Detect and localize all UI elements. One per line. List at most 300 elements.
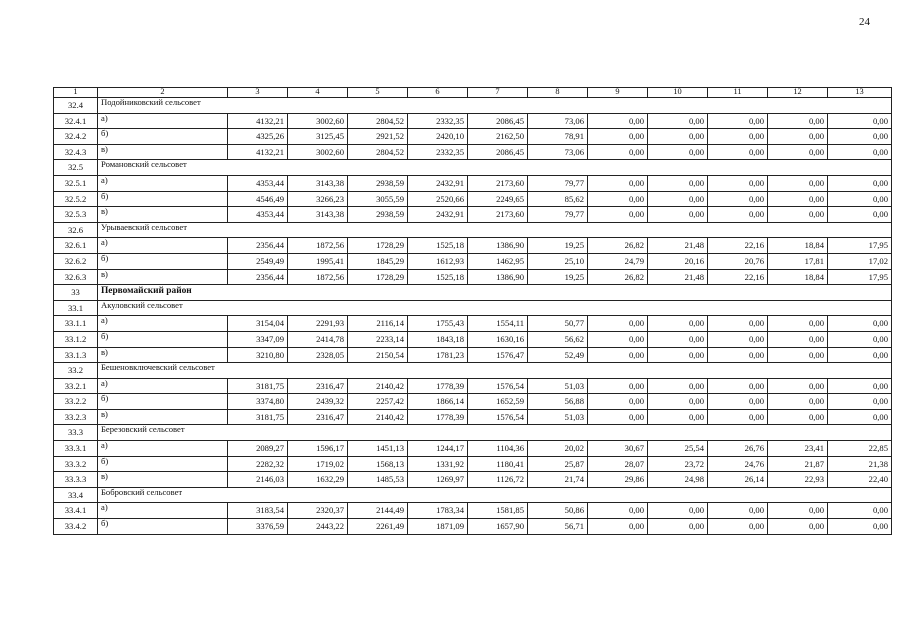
cell-value: 73,06: [528, 113, 588, 129]
cell-value: 2173,60: [468, 207, 528, 223]
cell-value: 0,00: [768, 347, 828, 363]
section-row: [54, 222, 892, 238]
cell-value: 21,38: [828, 456, 892, 472]
cell-value: 0,00: [768, 207, 828, 223]
cell-value: 3374,80: [228, 394, 288, 410]
row-code: 33.1.1: [54, 316, 98, 332]
cell-value: 1778,39: [408, 409, 468, 425]
cell-value: 1778,39: [408, 378, 468, 394]
cell-value: 0,00: [588, 347, 648, 363]
cell-value: 2146,03: [228, 472, 288, 488]
cell-value: 2520,66: [408, 191, 468, 207]
cell-value: 0,00: [588, 394, 648, 410]
cell-value: 0,00: [828, 519, 892, 535]
cell-value: 1485,53: [348, 472, 408, 488]
column-header: 7: [468, 88, 528, 98]
cell-value: 56,71: [528, 519, 588, 535]
cell-value: 19,25: [528, 269, 588, 285]
cell-value: 1652,59: [468, 394, 528, 410]
cell-value: 2420,10: [408, 129, 468, 145]
cell-value: 23,41: [768, 441, 828, 457]
cell-value: 22,93: [768, 472, 828, 488]
row-label: а): [98, 175, 228, 191]
cell-value: 1728,29: [348, 269, 408, 285]
section-row: [54, 160, 892, 176]
table-row: [54, 394, 892, 410]
cell-value: 20,16: [648, 253, 708, 269]
cell-value: 4353,44: [228, 207, 288, 223]
section-name: Акуловский сельсовет: [98, 300, 892, 316]
section-code: 33.1: [54, 300, 98, 316]
cell-value: 1244,17: [408, 441, 468, 457]
cell-value: 1866,14: [408, 394, 468, 410]
cell-value: 28,07: [588, 456, 648, 472]
cell-value: 0,00: [708, 347, 768, 363]
cell-value: 1451,13: [348, 441, 408, 457]
row-label: б): [98, 129, 228, 145]
row-label: а): [98, 378, 228, 394]
table-row: [54, 269, 892, 285]
cell-value: 2332,35: [408, 144, 468, 160]
row-code: 32.4.3: [54, 144, 98, 160]
cell-value: 2332,35: [408, 113, 468, 129]
row-code: 32.5.1: [54, 175, 98, 191]
cell-value: 24,79: [588, 253, 648, 269]
cell-value: 2328,05: [288, 347, 348, 363]
cell-value: 0,00: [588, 519, 648, 535]
cell-value: 0,00: [828, 113, 892, 129]
cell-value: 1872,56: [288, 238, 348, 254]
cell-value: 24,98: [648, 472, 708, 488]
row-label: б): [98, 253, 228, 269]
row-label: в): [98, 207, 228, 223]
cell-value: 1386,90: [468, 238, 528, 254]
district-name: Первомайский район: [98, 285, 892, 301]
cell-value: 26,76: [708, 441, 768, 457]
cell-value: 1596,17: [288, 441, 348, 457]
row-code: 33.2.1: [54, 378, 98, 394]
column-header: 3: [228, 88, 288, 98]
cell-value: 1755,43: [408, 316, 468, 332]
cell-value: 51,03: [528, 409, 588, 425]
cell-value: 3125,45: [288, 129, 348, 145]
column-header: 2: [98, 88, 228, 98]
cell-value: 19,25: [528, 238, 588, 254]
cell-value: 21,48: [648, 269, 708, 285]
cell-value: 0,00: [708, 144, 768, 160]
row-label: б): [98, 394, 228, 410]
cell-value: 2356,44: [228, 238, 288, 254]
cell-value: 0,00: [828, 347, 892, 363]
cell-value: 0,00: [588, 331, 648, 347]
cell-value: 18,84: [768, 269, 828, 285]
cell-value: 29,86: [588, 472, 648, 488]
cell-value: 0,00: [648, 409, 708, 425]
cell-value: 1269,97: [408, 472, 468, 488]
table-row: [54, 347, 892, 363]
cell-value: 4546,49: [228, 191, 288, 207]
section-row: [54, 425, 892, 441]
cell-value: 2116,14: [348, 316, 408, 332]
cell-value: 0,00: [588, 175, 648, 191]
cell-value: 0,00: [708, 113, 768, 129]
cell-value: 2938,59: [348, 207, 408, 223]
cell-value: 0,00: [648, 191, 708, 207]
cell-value: 0,00: [828, 331, 892, 347]
cell-value: 1331,92: [408, 456, 468, 472]
cell-value: 1104,36: [468, 441, 528, 457]
cell-value: 0,00: [648, 175, 708, 191]
cell-value: 3210,80: [228, 347, 288, 363]
cell-value: 0,00: [648, 347, 708, 363]
cell-value: 0,00: [768, 503, 828, 519]
cell-value: 4132,21: [228, 144, 288, 160]
row-code: 32.6.3: [54, 269, 98, 285]
cell-value: 21,74: [528, 472, 588, 488]
cell-value: 0,00: [708, 331, 768, 347]
cell-value: 73,06: [528, 144, 588, 160]
cell-value: 1386,90: [468, 269, 528, 285]
table-row: [54, 456, 892, 472]
cell-value: 52,49: [528, 347, 588, 363]
cell-value: 0,00: [768, 175, 828, 191]
row-label: б): [98, 331, 228, 347]
cell-value: 17,95: [828, 269, 892, 285]
cell-value: 0,00: [588, 129, 648, 145]
cell-value: 3181,75: [228, 409, 288, 425]
column-header: 13: [828, 88, 892, 98]
cell-value: 21,87: [768, 456, 828, 472]
table-row: [54, 207, 892, 223]
cell-value: 2316,47: [288, 409, 348, 425]
row-code: 32.4.1: [54, 113, 98, 129]
column-header: 12: [768, 88, 828, 98]
row-label: в): [98, 269, 228, 285]
cell-value: 1462,95: [468, 253, 528, 269]
section-row: [54, 98, 892, 114]
cell-value: 1871,09: [408, 519, 468, 535]
cell-value: 17,02: [828, 253, 892, 269]
column-header: 9: [588, 88, 648, 98]
cell-value: 56,62: [528, 331, 588, 347]
row-code: 33.3.1: [54, 441, 98, 457]
cell-value: 17,95: [828, 238, 892, 254]
table-row: [54, 378, 892, 394]
cell-value: 2356,44: [228, 269, 288, 285]
cell-value: 0,00: [768, 394, 828, 410]
cell-value: 25,87: [528, 456, 588, 472]
cell-value: 0,00: [588, 316, 648, 332]
cell-value: 0,00: [648, 129, 708, 145]
cell-value: 2549,49: [228, 253, 288, 269]
cell-value: 0,00: [708, 207, 768, 223]
cell-value: 0,00: [768, 331, 828, 347]
row-label: в): [98, 144, 228, 160]
row-code: 33.1.2: [54, 331, 98, 347]
cell-value: 2140,42: [348, 409, 408, 425]
cell-value: 2432,91: [408, 207, 468, 223]
cell-value: 3002,60: [288, 113, 348, 129]
table-row: [54, 409, 892, 425]
cell-value: 0,00: [648, 519, 708, 535]
cell-value: 26,14: [708, 472, 768, 488]
table-row: [54, 175, 892, 191]
cell-value: 18,84: [768, 238, 828, 254]
cell-value: 2316,47: [288, 378, 348, 394]
cell-value: 1872,56: [288, 269, 348, 285]
tariff-table: [53, 87, 892, 535]
cell-value: 0,00: [708, 378, 768, 394]
cell-value: 25,10: [528, 253, 588, 269]
cell-value: 3055,59: [348, 191, 408, 207]
cell-value: 79,77: [528, 207, 588, 223]
cell-value: 4353,44: [228, 175, 288, 191]
row-label: в): [98, 409, 228, 425]
cell-value: 2443,22: [288, 519, 348, 535]
cell-value: 0,00: [588, 378, 648, 394]
cell-value: 0,00: [768, 144, 828, 160]
cell-value: 0,00: [828, 409, 892, 425]
cell-value: 0,00: [768, 129, 828, 145]
cell-value: 1728,29: [348, 238, 408, 254]
cell-value: 0,00: [828, 144, 892, 160]
cell-value: 0,00: [828, 207, 892, 223]
cell-value: 2439,32: [288, 394, 348, 410]
row-label: а): [98, 441, 228, 457]
cell-value: 1180,41: [468, 456, 528, 472]
table-row: [54, 113, 892, 129]
section-name: Урываевский сельсовет: [98, 222, 892, 238]
cell-value: 3183,54: [228, 503, 288, 519]
cell-value: 22,85: [828, 441, 892, 457]
row-code: 32.6.1: [54, 238, 98, 254]
table-row: [54, 191, 892, 207]
cell-value: 0,00: [708, 394, 768, 410]
cell-value: 2804,52: [348, 113, 408, 129]
district-row: [54, 285, 892, 301]
cell-value: 1126,72: [468, 472, 528, 488]
table-row: [54, 472, 892, 488]
cell-value: 1576,47: [468, 347, 528, 363]
column-header: 5: [348, 88, 408, 98]
cell-value: 1576,54: [468, 378, 528, 394]
cell-value: 0,00: [588, 207, 648, 223]
cell-value: 0,00: [708, 191, 768, 207]
cell-value: 0,00: [768, 409, 828, 425]
column-header: 11: [708, 88, 768, 98]
section-code: 33: [54, 285, 98, 301]
cell-value: 0,00: [828, 316, 892, 332]
cell-value: 21,48: [648, 238, 708, 254]
table-row: [54, 519, 892, 535]
row-label: а): [98, 316, 228, 332]
row-label: б): [98, 456, 228, 472]
cell-value: 3143,38: [288, 175, 348, 191]
cell-value: 2291,93: [288, 316, 348, 332]
cell-value: 17,81: [768, 253, 828, 269]
section-name: Бобровский сельсовет: [98, 487, 892, 503]
cell-value: 1995,41: [288, 253, 348, 269]
row-label: в): [98, 347, 228, 363]
table-row: [54, 331, 892, 347]
cell-value: 0,00: [708, 409, 768, 425]
cell-value: 0,00: [828, 191, 892, 207]
table-row: [54, 238, 892, 254]
cell-value: 22,16: [708, 238, 768, 254]
cell-value: 2249,65: [468, 191, 528, 207]
section-code: 32.5: [54, 160, 98, 176]
cell-value: 0,00: [708, 519, 768, 535]
cell-value: 1843,18: [408, 331, 468, 347]
row-code: 33.2.2: [54, 394, 98, 410]
cell-value: 0,00: [768, 316, 828, 332]
cell-value: 1657,90: [468, 519, 528, 535]
row-code: 33.3.3: [54, 472, 98, 488]
cell-value: 24,76: [708, 456, 768, 472]
cell-value: 2150,54: [348, 347, 408, 363]
cell-value: 0,00: [828, 394, 892, 410]
cell-value: 78,91: [528, 129, 588, 145]
cell-value: 2089,27: [228, 441, 288, 457]
page-number: 24: [859, 16, 870, 28]
cell-value: 3347,09: [228, 331, 288, 347]
table-row: [54, 316, 892, 332]
cell-value: 0,00: [648, 503, 708, 519]
row-label: в): [98, 472, 228, 488]
cell-value: 0,00: [768, 113, 828, 129]
section-name: Романовский сельсовет: [98, 160, 892, 176]
cell-value: 0,00: [648, 207, 708, 223]
cell-value: 30,67: [588, 441, 648, 457]
cell-value: 0,00: [768, 378, 828, 394]
cell-value: 1781,23: [408, 347, 468, 363]
cell-value: 1576,54: [468, 409, 528, 425]
cell-value: 2257,42: [348, 394, 408, 410]
table-body: [54, 88, 892, 535]
cell-value: 1845,29: [348, 253, 408, 269]
row-code: 32.4.2: [54, 129, 98, 145]
section-name: Бешеновключевский сельсовет: [98, 363, 892, 379]
cell-value: 2086,45: [468, 144, 528, 160]
cell-value: 0,00: [648, 316, 708, 332]
cell-value: 2261,49: [348, 519, 408, 535]
cell-value: 0,00: [768, 519, 828, 535]
cell-value: 20,02: [528, 441, 588, 457]
section-code: 32.6: [54, 222, 98, 238]
column-header: 6: [408, 88, 468, 98]
cell-value: 0,00: [708, 175, 768, 191]
cell-value: 3376,59: [228, 519, 288, 535]
cell-value: 1554,11: [468, 316, 528, 332]
cell-value: 0,00: [828, 129, 892, 145]
cell-value: 2921,52: [348, 129, 408, 145]
cell-value: 2140,42: [348, 378, 408, 394]
cell-value: 23,72: [648, 456, 708, 472]
cell-value: 50,86: [528, 503, 588, 519]
cell-value: 1525,18: [408, 269, 468, 285]
column-header: 8: [528, 88, 588, 98]
cell-value: 0,00: [648, 378, 708, 394]
table-row: [54, 503, 892, 519]
cell-value: 1581,85: [468, 503, 528, 519]
row-code: 33.1.3: [54, 347, 98, 363]
cell-value: 0,00: [768, 191, 828, 207]
cell-value: 3143,38: [288, 207, 348, 223]
cell-value: 1568,13: [348, 456, 408, 472]
cell-value: 20,76: [708, 253, 768, 269]
cell-value: 3266,23: [288, 191, 348, 207]
cell-value: 1632,29: [288, 472, 348, 488]
cell-value: 0,00: [648, 113, 708, 129]
cell-value: 2432,91: [408, 175, 468, 191]
cell-value: 0,00: [648, 331, 708, 347]
cell-value: 2804,52: [348, 144, 408, 160]
cell-value: 0,00: [588, 503, 648, 519]
cell-value: 0,00: [828, 503, 892, 519]
table-row: [54, 144, 892, 160]
cell-value: 1719,02: [288, 456, 348, 472]
cell-value: 2938,59: [348, 175, 408, 191]
row-code: 32.6.2: [54, 253, 98, 269]
cell-value: 0,00: [708, 129, 768, 145]
cell-value: 22,40: [828, 472, 892, 488]
cell-value: 3154,04: [228, 316, 288, 332]
cell-value: 0,00: [588, 409, 648, 425]
cell-value: 2414,78: [288, 331, 348, 347]
row-code: 33.4.1: [54, 503, 98, 519]
cell-value: 0,00: [648, 144, 708, 160]
row-code: 33.2.3: [54, 409, 98, 425]
header-row: [54, 88, 892, 98]
section-code: 33.2: [54, 363, 98, 379]
row-code: 32.5.3: [54, 207, 98, 223]
cell-value: 0,00: [648, 394, 708, 410]
cell-value: 26,82: [588, 238, 648, 254]
cell-value: 2233,14: [348, 331, 408, 347]
cell-value: 22,16: [708, 269, 768, 285]
cell-value: 56,88: [528, 394, 588, 410]
section-row: [54, 300, 892, 316]
cell-value: 2320,37: [288, 503, 348, 519]
row-code: 32.5.2: [54, 191, 98, 207]
cell-value: 4132,21: [228, 113, 288, 129]
row-code: 33.3.2: [54, 456, 98, 472]
cell-value: 2086,45: [468, 113, 528, 129]
row-code: 33.4.2: [54, 519, 98, 535]
cell-value: 0,00: [588, 191, 648, 207]
column-header: 1: [54, 88, 98, 98]
row-label: б): [98, 191, 228, 207]
row-label: а): [98, 113, 228, 129]
section-name: Березовский сельсовет: [98, 425, 892, 441]
cell-value: 3002,60: [288, 144, 348, 160]
section-code: 33.4: [54, 487, 98, 503]
cell-value: 0,00: [828, 378, 892, 394]
cell-value: 0,00: [588, 113, 648, 129]
section-row: [54, 363, 892, 379]
section-code: 32.4: [54, 98, 98, 114]
cell-value: 79,77: [528, 175, 588, 191]
table-row: [54, 129, 892, 145]
cell-value: 3181,75: [228, 378, 288, 394]
cell-value: 2162,50: [468, 129, 528, 145]
section-code: 33.3: [54, 425, 98, 441]
cell-value: 25,54: [648, 441, 708, 457]
table-row: [54, 441, 892, 457]
cell-value: 0,00: [828, 175, 892, 191]
column-header: 4: [288, 88, 348, 98]
row-label: б): [98, 519, 228, 535]
